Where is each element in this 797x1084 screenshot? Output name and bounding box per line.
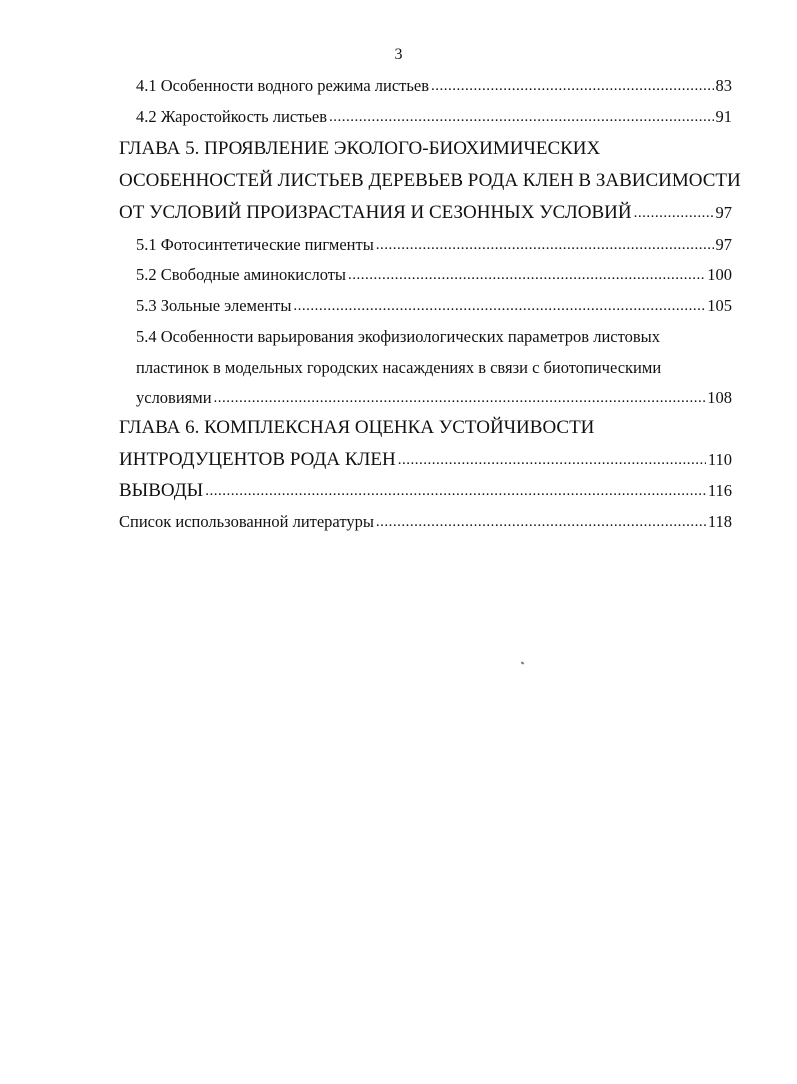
toc-entry-title: 5.3 Зольные элементы — [136, 296, 292, 315]
toc-entry-title: 5.4 Особенности варьирования экофизиологических параметров листовых — [136, 327, 660, 346]
dot-leader — [205, 477, 706, 504]
toc-chapter-5-line-3[interactable] — [119, 200, 732, 228]
toc-entry-page: 91 — [715, 107, 732, 126]
toc-chapter-title: ОСОБЕННОСТЕЙ ЛИСТЬЕВ ДЕРЕВЬЕВ РОДА КЛЕН В ЗАВИСИМОСТИ — [119, 170, 741, 191]
toc-chapter-title: ГЛАВА 5. ПРОЯВЛЕНИЕ ЭКОЛОГО-БИОХИМИЧЕСКИХ — [119, 138, 601, 159]
dot-leader — [348, 263, 705, 286]
toc-chapter-title: ОТ УСЛОВИЙ ПРОИЗРАСТАНИЯ И СЕЗОННЫХ УСЛОВИЙ — [119, 202, 632, 223]
toc-entry-title: Список использованной литературы — [119, 512, 374, 531]
toc-entry-title: 5.2 Свободные аминокислоты — [136, 265, 347, 284]
toc-entry-title: условиями — [136, 388, 212, 407]
toc-entry-page: 97 — [715, 235, 732, 254]
dot-leader — [376, 233, 714, 256]
toc-chapter-title: ГЛАВА 6. КОМПЛЕКСНАЯ ОЦЕНКА УСТОЙЧИВОСТИ — [119, 417, 595, 438]
dot-leader — [329, 105, 713, 128]
toc-entry-page: 100 — [707, 265, 732, 284]
toc-entry-page: 110 — [707, 450, 732, 469]
toc-entry-title: 4.1 Особенности водного режима листьев — [136, 76, 430, 95]
dot-leader — [214, 386, 706, 409]
toc-entry-title: 5.1 Фотосинтетические пигменты — [136, 235, 374, 254]
toc-entry-5-4-line-1[interactable] — [136, 326, 732, 350]
toc-chapter-5-line-2[interactable] — [119, 168, 741, 196]
toc-chapter-5-line-1[interactable] — [119, 136, 732, 164]
toc-entry-5-4-line-2[interactable] — [136, 357, 732, 381]
toc-references[interactable] — [119, 511, 732, 535]
toc-entry-page: 116 — [707, 481, 732, 500]
toc-entry-page: 105 — [707, 296, 732, 315]
toc-entry-title: пластинок в модельных городских насаждениях в связи с биотопическими — [136, 358, 662, 377]
toc-entry-page: 118 — [707, 512, 732, 531]
toc-entry-5-2[interactable] — [136, 264, 732, 288]
scan-speck — [521, 661, 525, 664]
toc-chapter-title: ИНТРОДУЦЕНТОВ РОДА КЛЕН — [119, 449, 396, 470]
toc-entry-4-2[interactable] — [136, 106, 732, 130]
toc-entry-5-1[interactable] — [136, 234, 732, 258]
dot-leader — [398, 446, 706, 473]
toc-conclusions[interactable] — [119, 478, 732, 506]
dot-leader — [376, 510, 706, 533]
dot-leader — [431, 74, 713, 97]
toc-entry-page: 83 — [715, 76, 732, 95]
page-number: 3 — [394, 46, 403, 63]
toc-entry-page: 97 — [715, 203, 732, 222]
dot-leader — [634, 199, 714, 226]
toc-chapter-6-line-1[interactable] — [119, 415, 732, 443]
toc-entry-page: 108 — [707, 388, 732, 407]
toc-chapter-title: ВЫВОДЫ — [119, 480, 204, 501]
toc-entry-5-3[interactable] — [136, 295, 732, 319]
toc-entry-5-4-line-3[interactable] — [136, 387, 732, 411]
toc-entry-title: 4.2 Жаростойкость листьев — [136, 107, 328, 126]
dot-leader — [293, 294, 705, 317]
toc-entry-4-1[interactable] — [136, 75, 732, 99]
toc-chapter-6-line-2[interactable] — [119, 447, 732, 475]
